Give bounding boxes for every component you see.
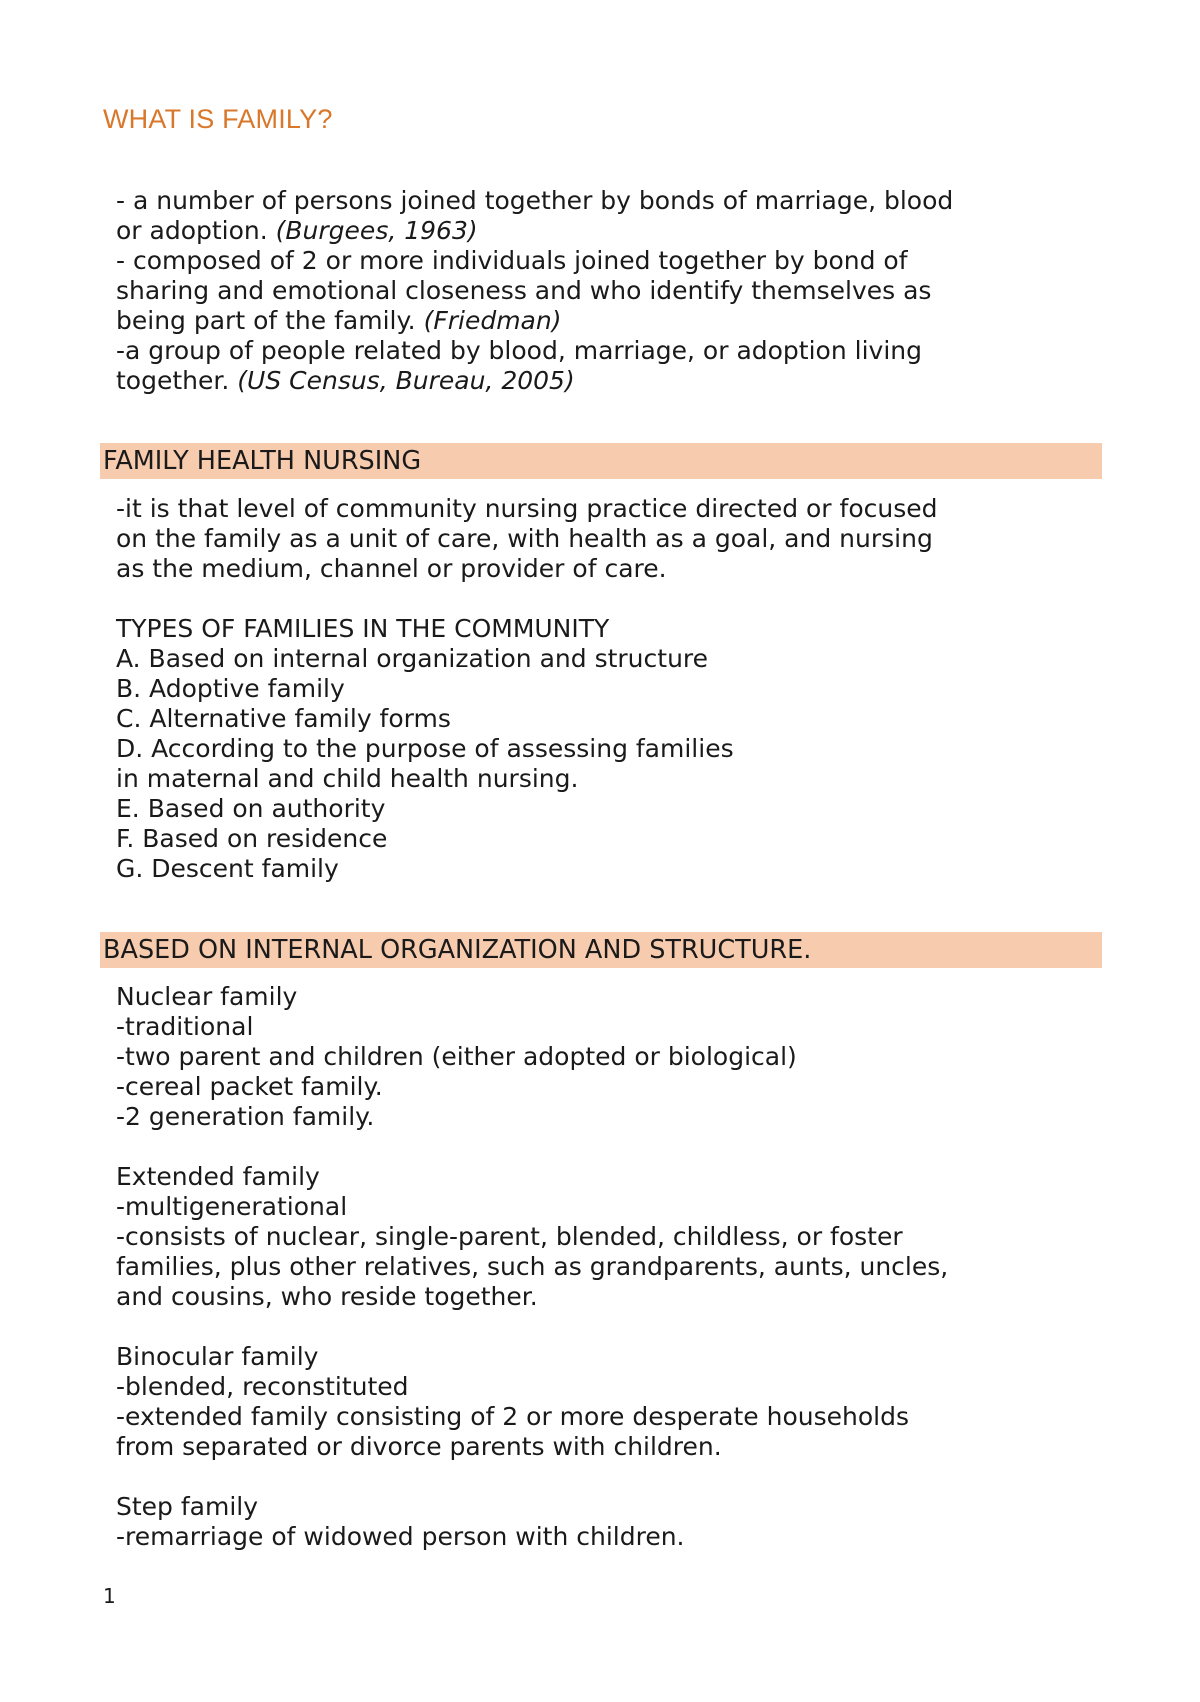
definition-line: or adoption. (Burgees, 1963) <box>116 216 478 245</box>
type-item: A. Based on internal organization and structure <box>116 644 709 673</box>
definition-line: - composed of 2 or more individuals joined together by bond of <box>116 246 908 275</box>
group-line: -cereal packet family. <box>116 1072 383 1101</box>
definition-line: - a number of persons joined together by bonds of marriage, blood <box>116 186 954 215</box>
definition-line: as the medium, channel or provider of care. <box>116 554 667 583</box>
page-title: WHAT IS FAMILY? <box>103 104 333 134</box>
group-title: Nuclear family <box>116 982 298 1011</box>
definition-line: -a group of people related by blood, marriage, or adoption living <box>116 336 922 365</box>
citation: (Friedman) <box>423 306 562 335</box>
citation: (Burgees, 1963) <box>275 216 478 245</box>
group-line: -2 generation family. <box>116 1102 375 1131</box>
types-heading: TYPES OF FAMILIES IN THE COMMUNITY <box>116 614 610 643</box>
group-line: -multigenerational <box>116 1192 348 1221</box>
group-line: -remarriage of widowed person with children. <box>116 1522 685 1551</box>
citation: (US Census, Bureau, 2005) <box>237 366 575 395</box>
type-item: F. Based on residence <box>116 824 388 853</box>
definition-line: on the family as a unit of care, with health as a goal, and nursing <box>116 524 933 553</box>
type-item: in maternal and child health nursing. <box>116 764 579 793</box>
group-line: -extended family consisting of 2 or more desperate households <box>116 1402 909 1431</box>
group-line: -consists of nuclear, single-parent, blended, childless, or foster <box>116 1222 903 1251</box>
type-item: B. Adoptive family <box>116 674 345 703</box>
definition-line: sharing and emotional closeness and who identify themselves as <box>116 276 932 305</box>
type-item: C. Alternative family forms <box>116 704 451 733</box>
definition-line: being part of the family. (Friedman) <box>116 306 562 335</box>
group-line: and cousins, who reside together. <box>116 1282 538 1311</box>
type-item: D. According to the purpose of assessing families <box>116 734 734 763</box>
type-item: G. Descent family <box>116 854 339 883</box>
group-line: -traditional <box>116 1012 254 1041</box>
family-definitions <box>116 186 1106 396</box>
group-line: from separated or divorce parents with children. <box>116 1432 722 1461</box>
group-title: Binocular family <box>116 1342 319 1371</box>
internal-organization-body <box>116 982 1106 1552</box>
definition-line: -it is that level of community nursing practice directed or focused <box>116 494 938 523</box>
group-title: Extended family <box>116 1162 320 1191</box>
definition-line: together. (US Census, Bureau, 2005) <box>116 366 575 395</box>
group-line: -blended, reconstituted <box>116 1372 409 1401</box>
group-title: Step family <box>116 1492 259 1521</box>
page-number: 1 <box>103 1584 116 1608</box>
section-heading-internal-organization: BASED ON INTERNAL ORGANIZATION AND STRUCTURE. <box>100 932 1102 968</box>
type-item: E. Based on authority <box>116 794 386 823</box>
group-line: families, plus other relatives, such as grandparents, aunts, uncles, <box>116 1252 949 1281</box>
group-line: -two parent and children (either adopted or biological) <box>116 1042 797 1071</box>
family-health-nursing-body <box>116 494 1106 884</box>
section-heading-family-health-nursing: FAMILY HEALTH NURSING <box>100 443 1102 479</box>
